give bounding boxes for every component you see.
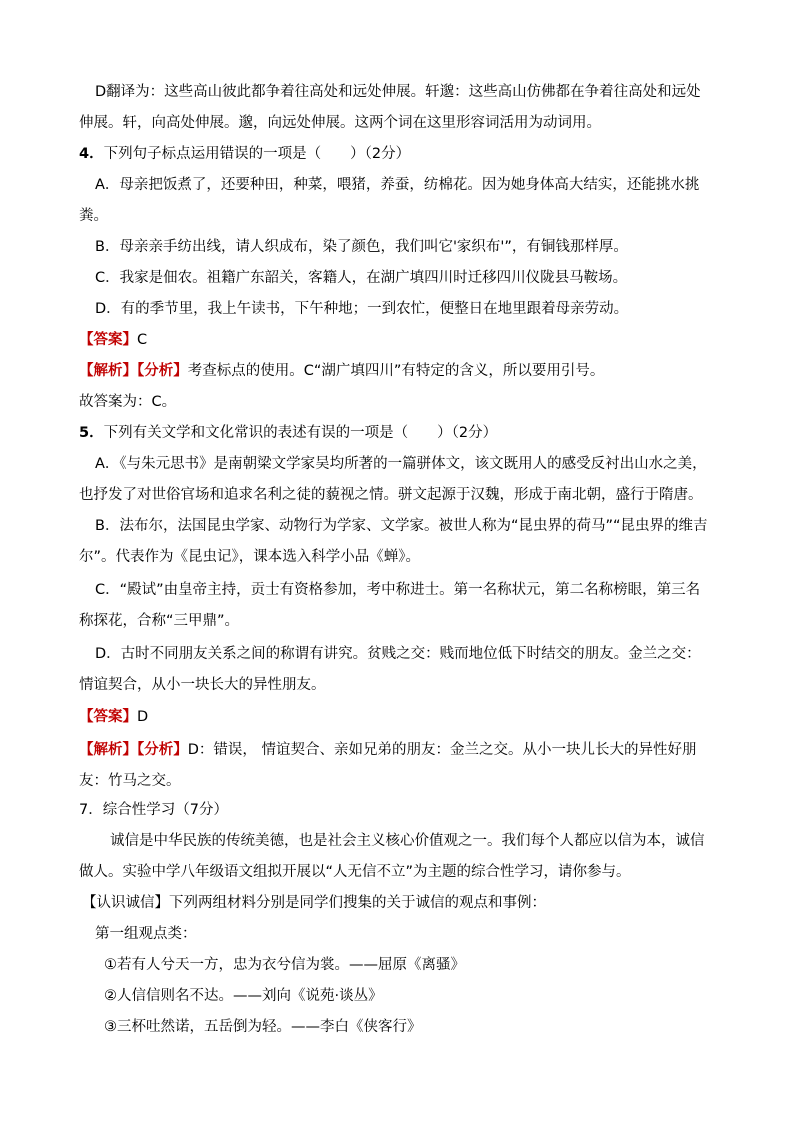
section-tag: 【认识诚信】 xyxy=(82,895,169,911)
option-d: D．有的季节里，我上午读书，下午种地；一到农忙，便整日在地里跟着母亲劳动。 xyxy=(95,301,629,317)
group-label: 第一组观点类： xyxy=(95,926,197,942)
option-c-cont: 称探花，合称“三甲鼎”。 xyxy=(79,613,240,629)
option-c: C．“殿试”由皇帝主持，贡士有资格参加，考中称进士。第一名称状元，第二名称榜眼，第三名 xyxy=(95,582,701,598)
option-b: B．母亲亲手纺出线，请人织成布，染了颜色，我们叫它'家织布'”，有铜钱那样厚。 xyxy=(95,239,628,255)
section-text: 下列两组材料分别是同学们搜集的关于诚信的观点和事例： xyxy=(169,895,546,911)
option-b-cont: 尔”。代表作为《昆虫记》，课本选入科学小品《蝉》。 xyxy=(79,549,421,565)
answer-value: D xyxy=(137,709,149,725)
section-intro xyxy=(82,893,546,913)
paragraph: 诚信是中华民族的传统美德，也是社会主义核心价值观之一。我们每个人都应以信为本，诚信 xyxy=(110,833,705,849)
option-a-cont: 粪。 xyxy=(79,208,108,224)
option-d: D．古时不同朋友关系之间的称谓有讲究。贫贱之交：贱而地位低下时结交的朋友。金兰之交： xyxy=(95,646,701,662)
question-number: 4． xyxy=(79,146,104,162)
explanation xyxy=(79,361,604,381)
option-a-cont: 也抒发了对世俗官场和追求名利之徒的藐视之情。骈文起源于汉魏，形成于南北朝，盛行于隋唐。 xyxy=(79,487,703,503)
explanation-text: 考查标点的使用。C“湖广填四川”有特定的含义，所以要用引号。 xyxy=(187,363,605,379)
answer xyxy=(79,707,148,727)
answer-value: C xyxy=(137,332,148,348)
option-c: C．我家是佃农。祖籍广东韶关，客籍人，在湖广填四川时迁移四川仪陇县马鞍场。 xyxy=(95,270,628,286)
answer-tag: 【答案】 xyxy=(79,332,137,348)
option-a: A．《与朱元思书》是南朝梁文学家吴均所著的一篇骈体文，该文既用人的感受反衬出山水之美， xyxy=(95,456,707,472)
question-text: 下列句子标点运用错误的一项是（ ）（2分） xyxy=(103,146,411,162)
question-text: 下列有关文学和文化常识的表述有误的一项是（ ）（2分） xyxy=(103,425,498,441)
question-7-title: 7．综合性学习（7分） xyxy=(79,802,228,818)
list-item: ②人信信则名不达。——刘向《说苑·谈丛》 xyxy=(104,988,383,1004)
question-5 xyxy=(79,423,497,443)
explanation-tag: 【解析】【分析】 xyxy=(79,363,188,379)
explanation-text: D：错误， 情谊契合、亲如兄弟的朋友：金兰之交。从小一块儿长大的异性好朋 xyxy=(187,742,697,758)
option-d-cont: 情谊契合，从小一块长大的异性朋友。 xyxy=(79,677,326,693)
final-answer: 故答案为：C。 xyxy=(79,394,177,410)
question-4 xyxy=(79,144,410,164)
list-item: ③三杯吐然诺，五岳倒为轻。——李白《侠客行》 xyxy=(104,1019,422,1035)
explanation-cont: 友：竹马之交。 xyxy=(79,773,181,789)
question-number: 5． xyxy=(79,425,104,441)
explanation xyxy=(79,740,697,760)
text-line: D翻译为：这些高山彼此都争着往高处和远处伸展。轩邈：这些高山仿佛都在争着往高处和远处 xyxy=(95,84,701,100)
answer xyxy=(79,330,147,350)
answer-tag: 【答案】 xyxy=(79,709,137,725)
explanation-tag: 【解析】【分析】 xyxy=(79,742,188,758)
list-item: ①若有人兮天一方，忠为衣兮信为裳。——屈原《离骚》 xyxy=(104,957,465,973)
option-a: A．母亲把饭煮了，还要种田，种菜，喂猪，养蚕，纺棉花。因为她身体高大结实，还能挑水挑 xyxy=(95,177,700,193)
paragraph-cont: 做人。实验中学八年级语文组拟开展以“人无信不立”为主题的综合性学习，请你参与。 xyxy=(79,864,631,880)
option-b: B．法布尔，法国昆虫学家、动物行为学家、文学家。被世人称为“昆虫界的荷马”“昆虫界的维吉 xyxy=(95,518,708,534)
text-line: 伸展。轩，向高处伸展。邈，向远处伸展。这两个词在这里形容词活用为动词用。 xyxy=(79,115,601,131)
